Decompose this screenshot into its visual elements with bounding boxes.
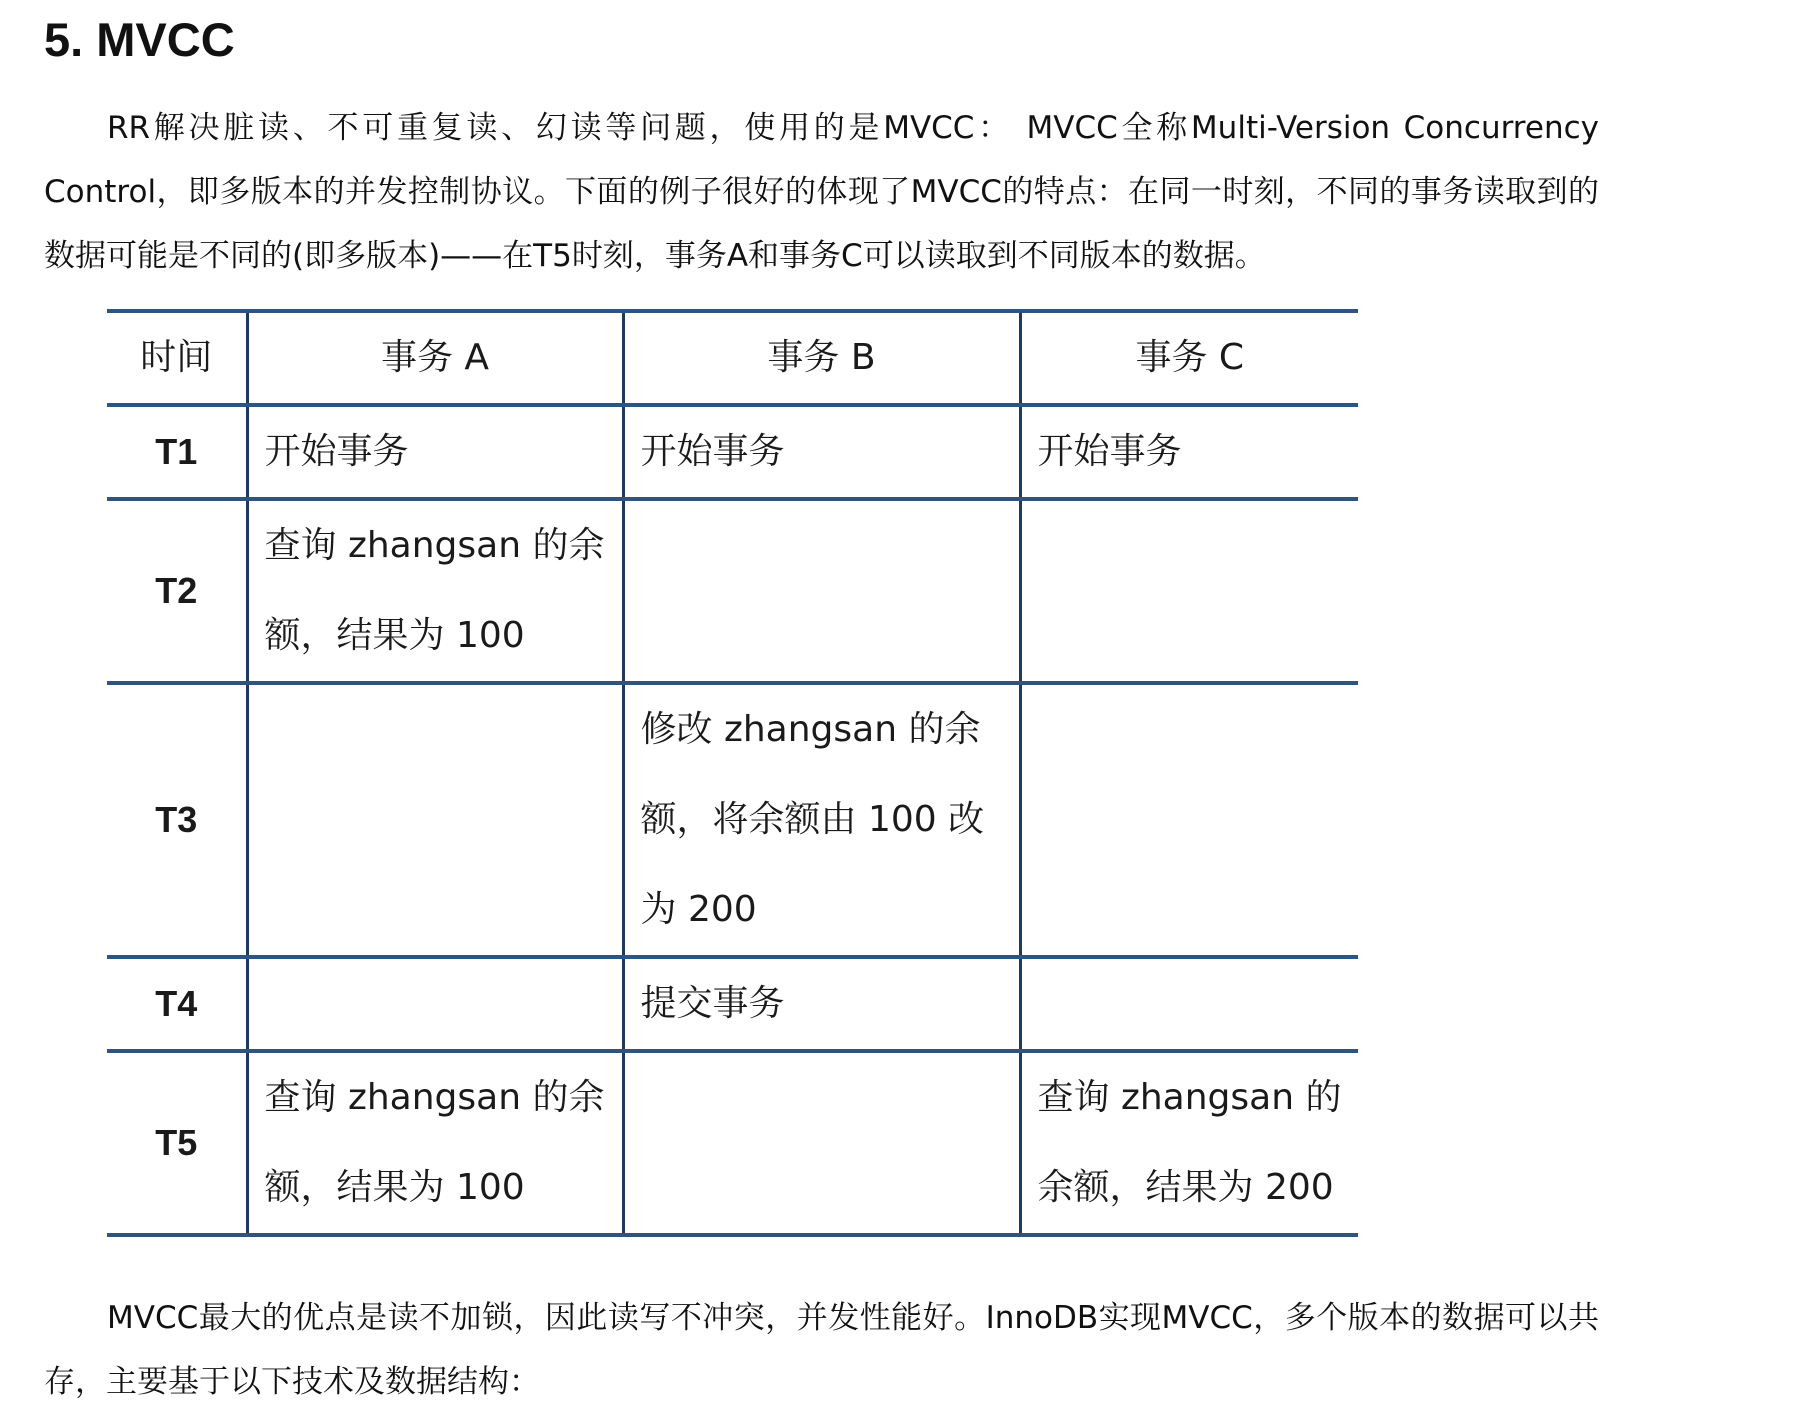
table-row (107, 405, 1358, 499)
transaction-b-cell: 修改 zhangsan 的余额，将余额由 100 改为 200 (623, 683, 1020, 957)
transaction-b-cell: 提交事务 (623, 957, 1020, 1051)
mvcc-transaction-table (107, 309, 1358, 1237)
transaction-b-cell (623, 499, 1020, 683)
transaction-a-cell: 开始事务 (247, 405, 623, 499)
transaction-c-cell: 开始事务 (1020, 405, 1358, 499)
time-cell: T5 (107, 1051, 247, 1235)
table-row (107, 499, 1358, 683)
transaction-b-cell: 开始事务 (623, 405, 1020, 499)
transaction-a-cell: 查询 zhangsan 的余额，结果为 100 (247, 1051, 623, 1235)
time-cell: T3 (107, 683, 247, 957)
transaction-c-cell: 查询 zhangsan 的余额，结果为 200 (1020, 1051, 1358, 1235)
section-heading: 5. MVCC (44, 13, 235, 66)
time-cell: T4 (107, 957, 247, 1051)
header-time: 时间 (107, 311, 247, 405)
header-transaction-a: 事务 A (247, 311, 623, 405)
transaction-b-cell (623, 1051, 1020, 1235)
summary-paragraph: MVCC最大的优点是读不加锁，因此读写不冲突，并发性能好。InnoDB实现MVCC，多个版本的数据可以共存，主要基于以下技术及数据结构： (44, 1300, 1599, 1400)
time-cell: T2 (107, 499, 247, 683)
time-cell: T1 (107, 405, 247, 499)
transaction-a-cell (247, 683, 623, 957)
transaction-c-cell (1020, 683, 1358, 957)
intro-paragraph: RR解决脏读、不可重复读、幻读等问题，使用的是MVCC： MVCC全称Multi-Version Concurrency Control，即多版本的并发控制协议。下面的例子很好的体现了MVCC的特点：在同一时刻，不同的事务读取到的数据可能是不同的(即多版本)——在T5时刻，事务A和事务C可以读取到不同版本的数据。 (44, 110, 1599, 274)
table-row (107, 683, 1358, 957)
header-transaction-c: 事务 C (1020, 311, 1358, 405)
header-transaction-b: 事务 B (623, 311, 1020, 405)
table-header-row (107, 311, 1358, 405)
transaction-a-cell (247, 957, 623, 1051)
transaction-a-cell: 查询 zhangsan 的余额，结果为 100 (247, 499, 623, 683)
transaction-c-cell (1020, 499, 1358, 683)
table-row (107, 1051, 1358, 1235)
table-row (107, 957, 1358, 1051)
transaction-c-cell (1020, 957, 1358, 1051)
